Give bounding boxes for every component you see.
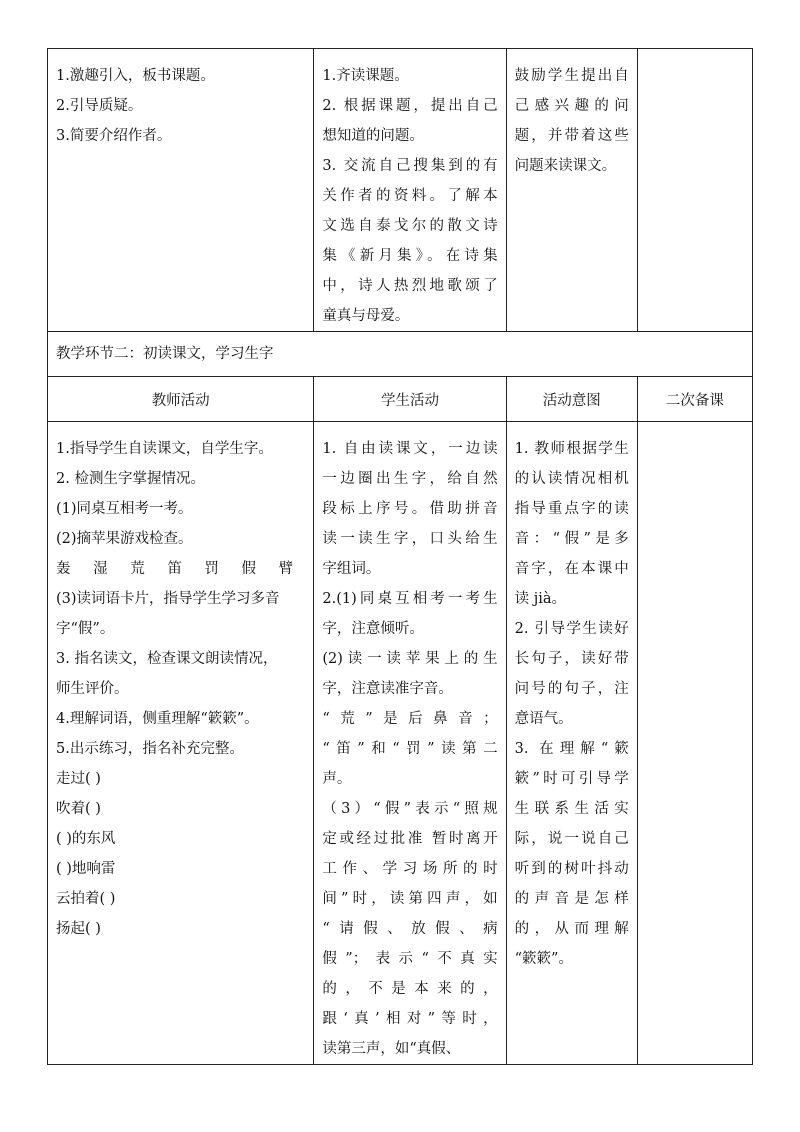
header-teacher-activity: 教师活动 xyxy=(48,377,314,422)
text-line: 假”；表示“不真实 xyxy=(322,951,498,967)
activity-intent-cell xyxy=(506,422,637,1065)
section-title-text: 教学环节二：初读课文，学习生字 xyxy=(56,346,274,362)
header-student-activity: 学生活动 xyxy=(314,377,506,422)
table-row xyxy=(48,49,753,332)
text-line: 问号的句子，注 xyxy=(514,681,629,697)
teacher-activity-cell xyxy=(48,422,314,1065)
text-line: 簌”时可引导学 xyxy=(514,771,629,787)
text-line: 的，从而理解 xyxy=(514,921,629,937)
text-line: ( )的东风 xyxy=(56,831,116,847)
text-line: 1. 教师根据学生 xyxy=(514,441,629,457)
text-line: 定或经过批准 暂时离开 xyxy=(322,831,498,847)
text-line: 5.出示练习，指名补充完整。 xyxy=(56,741,244,757)
text-line: 己感兴趣的问 xyxy=(514,98,629,114)
text-line: 3.简要介绍作者。 xyxy=(56,128,172,144)
text-line: 师生评价。 xyxy=(56,681,129,697)
text-line: 扬起( ) xyxy=(56,921,101,937)
text-line: 间”时，读第四声，如 xyxy=(322,891,498,907)
text-line: 2.(1)同桌互相考一考生 xyxy=(322,591,498,607)
text-line: 读 jià。 xyxy=(514,591,567,607)
text-line: 鼓励学生提出自 xyxy=(514,68,629,84)
text-line: 童真与母爱。 xyxy=(322,308,410,324)
text-line: （3）“假”表示“照规 xyxy=(322,801,498,817)
text-line: 段标上序号。借助拼音 xyxy=(322,501,498,517)
text-line: 想知道的问题。 xyxy=(322,128,424,144)
text-line: “笛”和“罚”读第二 xyxy=(322,741,498,757)
text-line: 问题来读课文。 xyxy=(514,158,617,174)
text-line: 的认读情况相机 xyxy=(514,471,629,487)
second-prep-cell xyxy=(637,422,752,1065)
text-line: 2.引导质疑。 xyxy=(56,98,143,114)
text-line: 关作者的资料。了解本 xyxy=(322,188,498,204)
lesson-plan-table xyxy=(47,48,753,1065)
text-line: 字“假”。 xyxy=(56,621,115,637)
text-line: 中，诗人热烈地歌颂了 xyxy=(322,278,498,294)
text-line: (2)读一读苹果上的生 xyxy=(322,651,498,667)
text-line: 3. 指名读文，检查课文朗读情况， xyxy=(56,651,278,667)
text-line: 2. 引导学生读好 xyxy=(514,621,629,637)
text-line: 走过( ) xyxy=(56,771,101,787)
text-line: 意语气。 xyxy=(514,711,573,727)
text-line: 音字，在本课中 xyxy=(514,561,629,577)
text-line: ( )地响雷 xyxy=(56,861,116,877)
text-line: 的，不是本来的， xyxy=(322,981,498,997)
text-line: 音：“假”是多 xyxy=(514,531,629,547)
text-line: 指导重点字的读 xyxy=(514,501,629,517)
text-line: 吹着( ) xyxy=(56,801,101,817)
text-line: 集《新月集》。在诗集 xyxy=(322,248,498,264)
student-activity-cell xyxy=(314,422,506,1065)
text-line: 长句子，读好带 xyxy=(514,651,629,667)
header-activity-intent: 活动意图 xyxy=(506,377,637,422)
header-row xyxy=(48,377,753,422)
text-line: 际，说一说自己 xyxy=(514,831,629,847)
text-line: 2. 根据课题，提出自己 xyxy=(322,98,498,114)
text-line: (1)同桌互相考一考。 xyxy=(56,501,193,517)
text-line: 生联系生活实 xyxy=(514,801,629,817)
section-title xyxy=(48,332,753,377)
text-line: 1.激趣引入，板书课题。 xyxy=(56,68,215,84)
text-line: 文选自泰戈尔的散文诗 xyxy=(322,218,498,234)
header-second-prep: 二次备课 xyxy=(637,377,752,422)
text-line: 1.指导学生自读课文，自学生字。 xyxy=(56,441,273,457)
text-line: 声。 xyxy=(322,771,352,787)
table-row xyxy=(48,422,753,1065)
text-line: (3)读词语卡片，指导学生学习多音 xyxy=(56,591,280,607)
second-prep-cell xyxy=(637,49,752,332)
text-line: 一边圈出生字，给自然 xyxy=(322,471,498,487)
text-line: 工作、学习场所的时 xyxy=(322,861,498,877)
text-line: 云拍着( ) xyxy=(56,891,116,907)
text-line: 字，注意读准字音。 xyxy=(322,681,453,697)
text-line: 听到的树叶抖动 xyxy=(514,861,629,877)
text-line: 轰 湿 荒 笛 罚 假 臂 xyxy=(56,561,296,577)
text-line: 读第三声，如“真假、 xyxy=(322,1041,461,1057)
text-line: 1.齐读课题。 xyxy=(322,68,409,84)
text-line: 题，并带着这些 xyxy=(514,128,629,144)
text-line: 跟‘真’相对”等时， xyxy=(322,1011,498,1027)
text-line: “荒”是后鼻音； xyxy=(322,711,498,727)
text-line: (2)摘苹果游戏检查。 xyxy=(56,531,193,547)
text-line: 读一读生字，口头给生 xyxy=(322,531,498,547)
text-line: 4.理解词语，侧重理解“簌簌”。 xyxy=(56,711,259,727)
student-activity-cell xyxy=(314,49,506,332)
text-line: 3. 交流自己搜集到的有 xyxy=(322,158,498,174)
text-line: “簌簌”。 xyxy=(514,951,573,967)
text-line: 的声音是怎样 xyxy=(514,891,629,907)
text-line: “请假、放假、病 xyxy=(322,921,498,937)
activity-intent-cell xyxy=(506,49,637,332)
text-line: 1. 自由读课文，一边读 xyxy=(322,441,498,457)
section-row xyxy=(48,332,753,377)
teacher-activity-cell xyxy=(48,49,314,332)
text-line: 2. 检测生字掌握情况。 xyxy=(56,471,205,487)
text-line: 3. 在理解“簌 xyxy=(514,741,629,757)
text-line: 字组词。 xyxy=(322,561,381,577)
text-line: 字，注意倾听。 xyxy=(322,621,424,637)
